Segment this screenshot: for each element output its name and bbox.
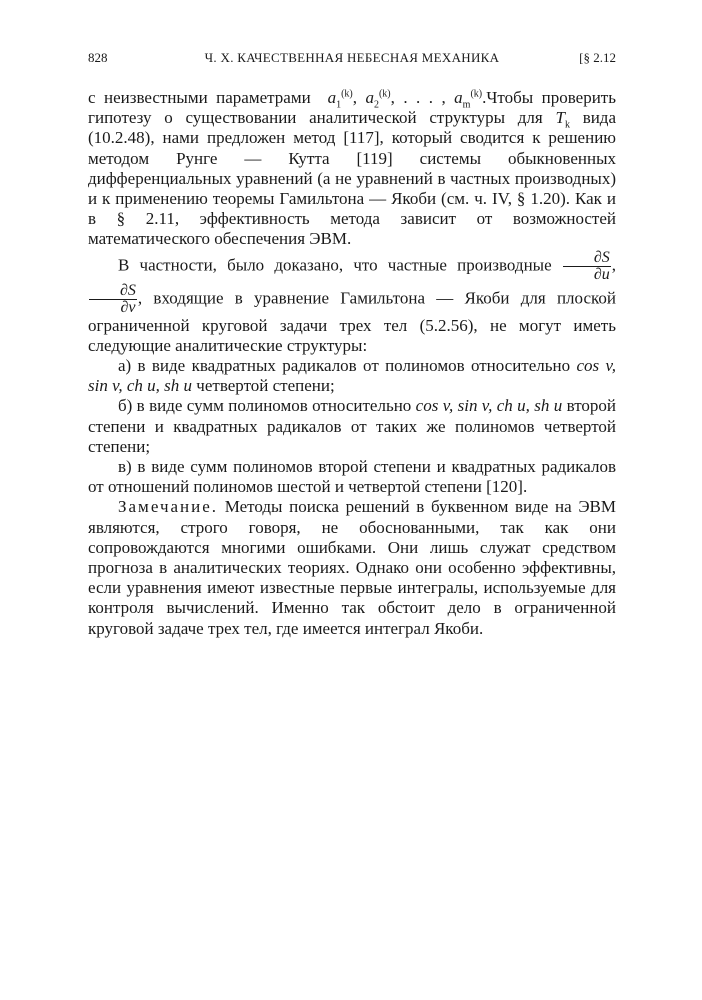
list-item-a: а) в виде квадратных радикалов от полиномов относительно cos v, sin v, ch u, sh u четвертой степени; bbox=[88, 356, 617, 396]
list-item-b: б) в виде сумм полиномов относительно cos v, sin v, ch u, sh u второй степени и квадратных радикалов от таких же полиномов четвертой степени; bbox=[88, 396, 617, 456]
page-body bbox=[88, 88, 616, 639]
section-marker: [§ 2.12 bbox=[579, 50, 616, 65]
fraction-dS-du: $\frac{\partial S}{\partial u}$ bbox=[563, 250, 611, 283]
running-title: Ч. X. КАЧЕСТВЕННАЯ НЕБЕСНАЯ МЕХАНИКА bbox=[204, 50, 500, 65]
paragraph-2: В частности, было доказано, что частные производные $\frac{\partial S}{\partial u}$ , $\frac{\partial S}{\partial v}$ , входящие в уравнение Гамильтона — Якоби для плоской ограниченной круговой задачи трех тел (5.2.56), не могут иметь следующие аналитические структуры: bbox=[88, 248, 616, 355]
remark-label: Замечание. bbox=[118, 497, 219, 517]
list-item-c: в) в виде сумм полиномов второй степени и квадратных радикалов от отношений полиномов шестой и четвертой степени [120]. bbox=[88, 457, 616, 497]
p1-line1: с неизвестными параметрами $a_1^{(k)}$, $a_2^{(k)}$, . . . , $a_m^{(k)}.Чтобы$ проверить bbox=[88, 88, 616, 111]
paragraph-1: с неизвестными параметрами $a_1^{(k)}$, $a_2^{(k)}$, . . . , $a_m^{(k)}.Чтобы$ проверить гипотезу о существовании аналитической структуры для $T_k$ вида (10.2.48), нами предложен метод [117], который сводится к решению методом Рунге — Кутта [119] системы обыкновенных дифференциальных уравнений (а не уравнений в частных производных) и к применению теоремы Гамильтона — Якоби (см. ч. IV, § 1.20). Как и в § 2.11, эффективность метода зависит от возможностей математического обеспечения ЭВМ. bbox=[88, 88, 617, 249]
fraction-dS-dv: $\frac{\partial S}{\partial v}$ bbox=[89, 283, 137, 316]
remark-paragraph: Замечание. Методы поиска решений в буквенном виде на ЭВМ являются, строго говоря, не обоснованными, так как они сопровождаются многими ошибками. Они лишь служат средством прогноза в аналитических теориях. Однако они особенно эффективны, если уравнения имеют известные первые интегралы, используемые для контроля вычислений. Именно так обстоит дело в ограниченной круговой задаче трех тел, где имеется интеграл Якоби. bbox=[88, 497, 617, 638]
running-header bbox=[88, 48, 616, 68]
page-number: 828 bbox=[88, 50, 108, 65]
